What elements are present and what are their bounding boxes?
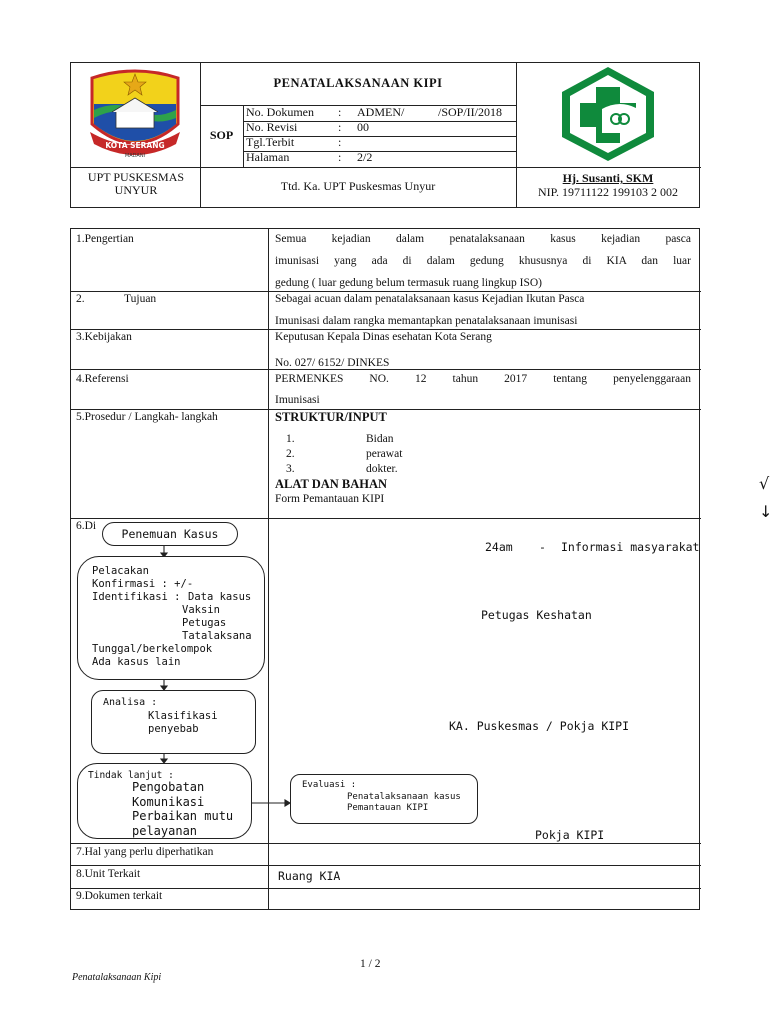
- alat-title: ALAT DAN BAHAN: [275, 477, 388, 491]
- unit-name: UPT PUSKESMAS UNYUR: [87, 170, 185, 197]
- flow-box-evaluasi: Evaluasi : Penatalaksanaan kasus Pemantauan KIPI: [290, 774, 478, 824]
- page-title: PENATALAKSANAAN KIPI: [273, 76, 443, 90]
- doc-number-value: ADMEN/: [357, 105, 405, 119]
- flow-box-tindak-lanjut: Tindak lanjut : Pengobatan Komunikasi Perbaikan mutu pelayanan: [77, 763, 252, 839]
- head-nip: NIP. 19711122 199103 2 002: [537, 185, 679, 199]
- flow-box-pelacakan: Pelacakan Konfirmasi : +/- Identifikasi : Data kasus Vaksin Petugas Tatalaksana Tunggal/berkelompok Ada kasus lain: [77, 556, 265, 680]
- section-label-prosedur: 5.Prosedur / Langkah- langkah: [76, 411, 218, 423]
- svg-text:MADANI: MADANI: [124, 153, 146, 159]
- struktur-title: STRUKTUR/INPUT: [275, 410, 387, 424]
- revision-value: 00: [357, 120, 369, 134]
- signature-note: Ttd. Ka. UPT Puskesmas Unyur: [280, 179, 436, 193]
- section-label-dokumen: 9.Dokumen terkait: [76, 890, 163, 902]
- section-label-diagram: 6.Di: [76, 520, 97, 532]
- flow-box-analisa: Analisa : Klasifikasi penyebab: [91, 690, 256, 754]
- issue-date-label: Tgl.Terbit: [246, 135, 295, 149]
- section-label-unit: 8.Unit Terkait: [76, 868, 141, 880]
- doc-number-label: No. Dokumen: [246, 105, 314, 119]
- doc-number-suffix: /SOP/II/2018: [438, 105, 503, 119]
- section-label-tujuan: Tujuan: [124, 293, 157, 305]
- page-value: 2/2: [357, 150, 373, 164]
- edge-marks: √ ↓: [759, 474, 772, 521]
- list-item: dokter.: [366, 463, 398, 475]
- flow-box-penemuan: Penemuan Kasus: [102, 522, 238, 546]
- list-item: Bidan: [366, 433, 394, 445]
- list-item: perawat: [366, 448, 403, 460]
- head-name: Hj. Susanti, SKM: [562, 171, 654, 185]
- section-label-pengertian: 1.Pengertian: [76, 233, 134, 245]
- revision-label: No. Revisi: [246, 120, 298, 134]
- page-number: 1 / 2: [360, 958, 381, 970]
- section-label-kebijakan: 3.Kebijakan: [76, 331, 132, 343]
- footer-doc-title: Penatalaksanaan Kipi: [72, 972, 162, 983]
- svg-text:KOTA SERANG: KOTA SERANG: [105, 141, 165, 150]
- page-label: Halaman: [246, 150, 290, 164]
- section-label-hal: 7.Hal yang perlu diperhatikan: [76, 846, 214, 858]
- section-label-referensi: 4.Referensi: [76, 373, 129, 385]
- unit-value: Ruang KIA: [278, 869, 341, 883]
- sop-label: SOP: [209, 128, 234, 142]
